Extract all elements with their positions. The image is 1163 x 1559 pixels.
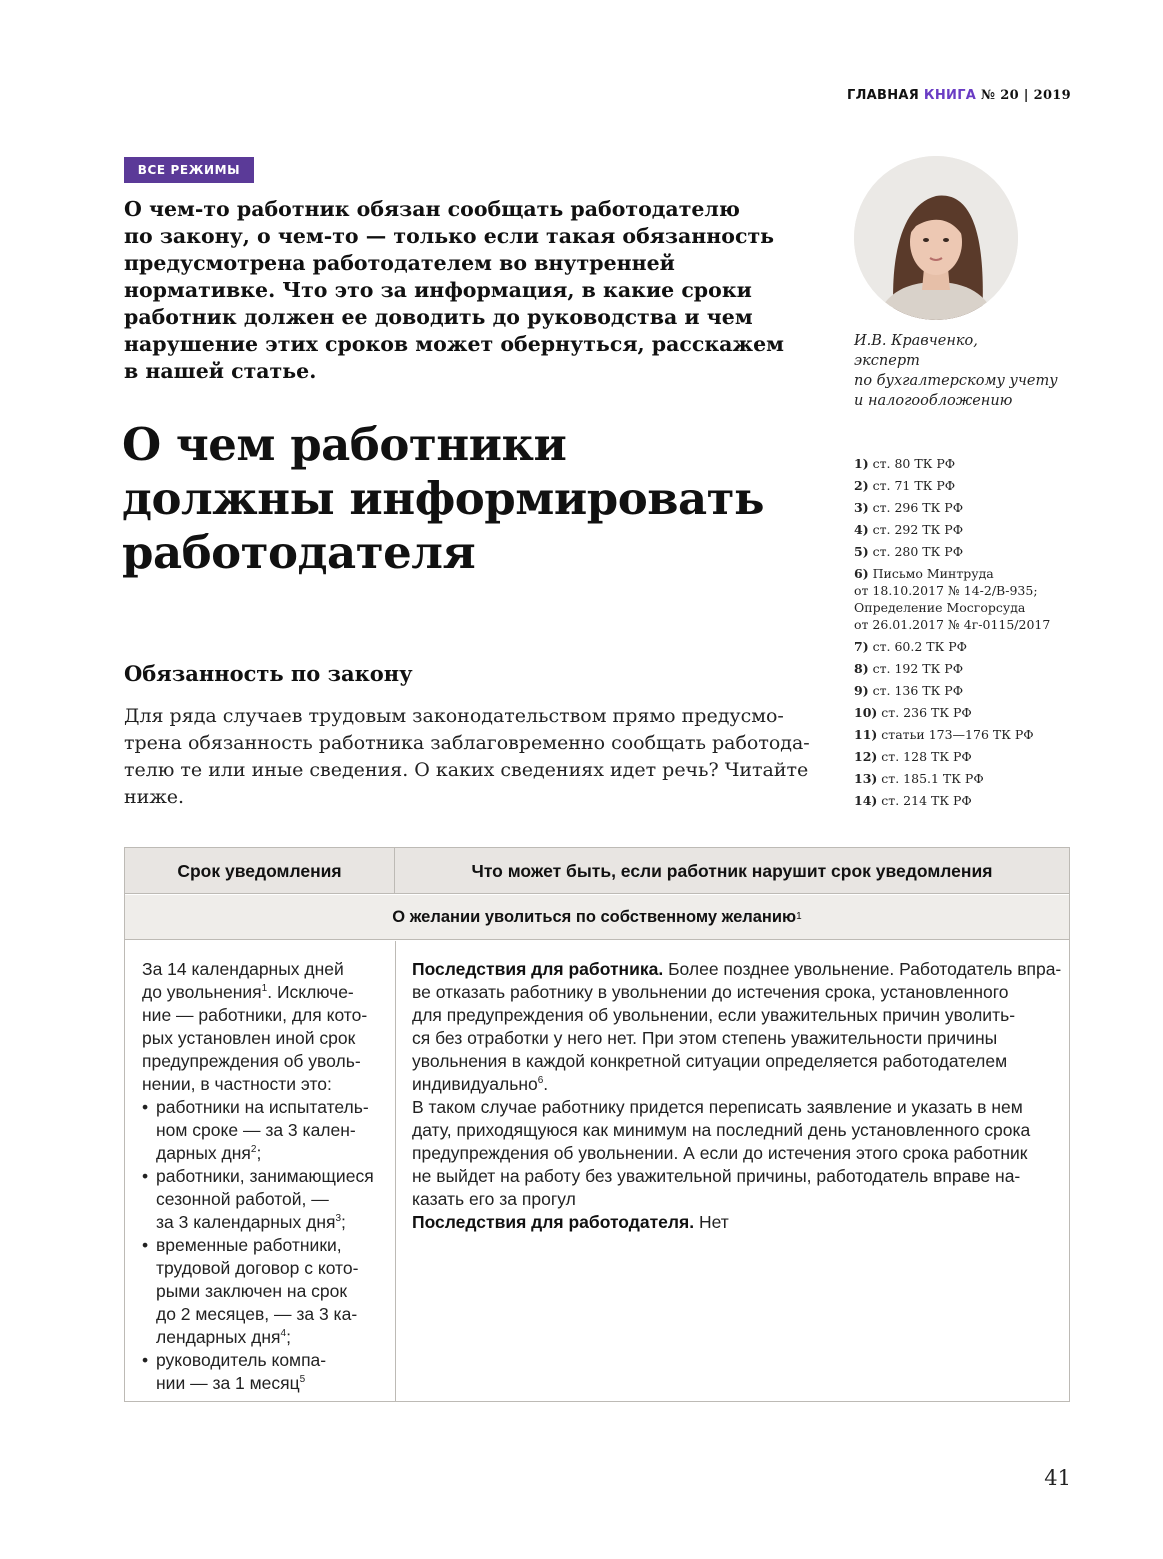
title-line: должны информировать [122, 472, 765, 525]
reference-text: ст. 280 ТК РФ [872, 544, 964, 559]
column-header-deadline: Срок уведомления [125, 848, 395, 894]
cell-line: не выйдет на работу без уважительной причины, работодатель вправе на- [412, 1166, 1021, 1186]
paragraph-line: ниже. [124, 786, 185, 808]
reference-text: ст. 136 ТК РФ [872, 683, 964, 698]
reference-item [854, 455, 1084, 472]
footnote-mark: 3 [335, 1213, 342, 1225]
reference-number: 12) [854, 749, 878, 764]
author-portrait-icon [854, 156, 1018, 320]
table-header-row [125, 848, 1069, 894]
cell-line [412, 958, 1062, 981]
cell-text: . Исключе- [267, 982, 354, 1002]
notification-table [124, 847, 1070, 1402]
subheader-text: О желании уволиться по собственному желанию [392, 907, 797, 926]
reference-text: от 26.01.2017 № 4г-0115/2017 [854, 617, 1051, 632]
title-line: работодателя [122, 526, 476, 579]
bullet-line [142, 1372, 392, 1395]
reference-item [854, 682, 1084, 699]
lead-paragraph [124, 196, 784, 385]
cell-text: Более позднее увольнение. Работодатель впра- [663, 959, 1062, 979]
footnote-mark: 5 [299, 1374, 306, 1386]
reference-number: 6) [854, 566, 869, 581]
column-divider [395, 941, 396, 1401]
reference-text: ст. 80 ТК РФ [872, 456, 956, 471]
cell-text: ; [286, 1327, 291, 1347]
cell-line: ся без отработки у него нет. При этом степень уважительности причины [412, 1028, 998, 1048]
masthead-issue: № 20 | 2019 [980, 88, 1071, 103]
masthead [847, 88, 1071, 103]
author-caption [854, 331, 1064, 411]
cell-line: ние — работники, для кото- [142, 1005, 368, 1025]
reference-number: 7) [854, 639, 869, 654]
article-title [122, 418, 822, 580]
bullet-line: сезонной работой, — [156, 1189, 329, 1209]
reference-text: ст. 60.2 ТК РФ [872, 639, 968, 654]
reference-text: ст. 292 ТК РФ [872, 522, 964, 537]
cell-line: рых установлен иной срок [142, 1028, 356, 1048]
reference-number: 11) [854, 727, 878, 742]
reference-text: ст. 296 ТК РФ [872, 500, 964, 515]
lead-line: по закону, о чем-то — только если такая обязанность [124, 224, 775, 248]
cell-line [142, 981, 392, 1004]
reference-item [854, 770, 1084, 787]
lead-line: О чем-то работник обязан сообщать работодателю [124, 197, 740, 221]
table-subheader: О желании уволиться по собственному желанию 1 [125, 895, 1069, 940]
bullet-line: рыми заключен на срок [156, 1281, 348, 1301]
author-name: И.В. Кравченко, [854, 333, 978, 349]
cell-line [412, 1211, 1057, 1234]
cell-line: За 14 календарных дней [142, 959, 344, 979]
cell-line: нении, в частности это: [142, 1074, 332, 1094]
bullet-line [142, 1326, 392, 1349]
reference-item [854, 543, 1084, 560]
reference-text: Письмо Минтруда [872, 566, 994, 581]
deadline-cell [142, 958, 392, 1395]
employee-consequences-label: Последствия для работника. [412, 959, 664, 979]
cell-line: ве отказать работнику в увольнении до истечения срока, установленного [412, 982, 1009, 1002]
cell-text: дарных дня [156, 1143, 251, 1163]
cell-line: предупреждения об уволь- [142, 1051, 361, 1071]
author-role: эксперт [854, 353, 920, 369]
reference-number: 2) [854, 478, 869, 493]
footnote-mark: 4 [280, 1328, 287, 1340]
masthead-brand-accent: КНИГА [923, 88, 977, 103]
lead-line: нарушение этих сроков может обернуться, расскажем [124, 332, 784, 356]
reference-item [854, 748, 1084, 765]
bullet-line [142, 1142, 392, 1165]
bullet-line: трудовой договор с кото- [156, 1258, 359, 1278]
reference-text: Определение Мосгорсуда [854, 600, 1026, 615]
bullet-item: • временные работники, [142, 1234, 392, 1257]
cell-line [412, 1073, 1057, 1096]
page-number: 41 [1044, 1466, 1071, 1490]
reference-item [854, 704, 1084, 721]
reference-text: ст. 192 ТК РФ [872, 661, 964, 676]
cell-text: ; [341, 1212, 346, 1232]
masthead-brand: ГЛАВНАЯ [846, 88, 920, 103]
reference-item [854, 726, 1084, 743]
reference-number: 5) [854, 544, 869, 559]
lead-line: предусмотрена работодателем во внутренней [124, 251, 675, 275]
consequences-cell [412, 958, 1062, 1234]
cell-text: нии — за 1 месяц [156, 1373, 300, 1393]
reference-number: 14) [854, 793, 878, 808]
bullet-line: ном сроке — за 3 кален- [156, 1120, 356, 1140]
reference-number: 9) [854, 683, 869, 698]
paragraph-line: Для ряда случаев трудовым законодательством прямо предусмо- [124, 705, 784, 727]
author-photo [854, 156, 1018, 320]
reference-item [854, 792, 1084, 809]
reference-item [854, 660, 1084, 677]
section-heading: Обязанность по закону [124, 661, 413, 686]
cell-text: Нет [694, 1212, 729, 1232]
reference-number: 3) [854, 500, 869, 515]
author-role: по бухгалтерскому учету [854, 373, 1058, 389]
paragraph-line: трена обязанность работника заблаговременно сообщать работода- [124, 732, 810, 754]
reference-number: 4) [854, 522, 869, 537]
section-paragraph [124, 703, 814, 811]
reference-text: ст. 214 ТК РФ [881, 793, 972, 808]
bullet-item: • руководитель компа- [142, 1349, 392, 1372]
reference-number: 10) [854, 705, 878, 720]
footnote-mark: 6 [537, 1075, 544, 1087]
reference-item [854, 565, 1084, 633]
cell-text: лендарных дня [156, 1327, 281, 1347]
cell-text: за 3 календарных дня [156, 1212, 336, 1232]
paragraph-line: телю те или иные сведения. О каких сведениях идет речь? Читайте [124, 759, 809, 781]
cell-line: дату, приходящуюся как минимум на последний день установленного срока [412, 1120, 1031, 1140]
cell-line: предупреждения об увольнении. А если до истечения этого срока работник [412, 1143, 1028, 1163]
cell-line: увольнения в каждой конкретной ситуации определяется работодателем [412, 1051, 1008, 1071]
title-line: О чем работники [122, 418, 567, 471]
cell-line: казать его за прогул [412, 1189, 576, 1209]
reference-item [854, 521, 1084, 538]
employer-consequences-label: Последствия для работодателя. [412, 1212, 695, 1232]
bullet-item: • работники на испытатель- [142, 1096, 392, 1119]
bullet-line: до 2 месяцев, — за 3 ка- [156, 1304, 358, 1324]
reference-text: статьи 173—176 ТК РФ [881, 727, 1034, 742]
author-role: и налогообложению [854, 393, 1013, 409]
reference-text: ст. 185.1 ТК РФ [881, 771, 984, 786]
footnote-references [854, 455, 1084, 814]
reference-item [854, 477, 1084, 494]
bullet-line [142, 1211, 392, 1234]
lead-line: нормативке. Что это за информация, в какие сроки [124, 278, 752, 302]
cell-text: индивидуально [412, 1074, 538, 1094]
reference-text: от 18.10.2017 № 14-2/В-935; [854, 583, 1038, 598]
cell-text: до увольнения [142, 982, 262, 1002]
lead-line: работник должен ее доводить до руководства и чем [124, 305, 753, 329]
column-header-consequences: Что может быть, если работник нарушит срок уведомления [471, 860, 993, 881]
reference-text: ст. 128 ТК РФ [881, 749, 972, 764]
reference-number: 1) [854, 456, 869, 471]
reference-item [854, 499, 1084, 516]
bullet-item: • работники, занимающиеся [142, 1165, 392, 1188]
reference-item [854, 638, 1084, 655]
footnote-mark: 1 [261, 983, 268, 995]
cell-line: для предупреждения об увольнении, если уважительных причин уволить- [412, 1005, 1016, 1025]
reference-text: ст. 236 ТК РФ [881, 705, 972, 720]
lead-line: в нашей статье. [124, 359, 317, 383]
footnote-mark: 2 [250, 1144, 257, 1156]
category-tag: ВСЕ РЕЖИМЫ [124, 157, 254, 183]
reference-text: ст. 71 ТК РФ [872, 478, 956, 493]
cell-text: . [543, 1074, 549, 1094]
reference-number: 8) [854, 661, 869, 676]
reference-number: 13) [854, 771, 878, 786]
cell-line: В таком случае работнику придется переписать заявление и указать в нем [412, 1097, 1023, 1117]
cell-text: ; [256, 1143, 262, 1163]
